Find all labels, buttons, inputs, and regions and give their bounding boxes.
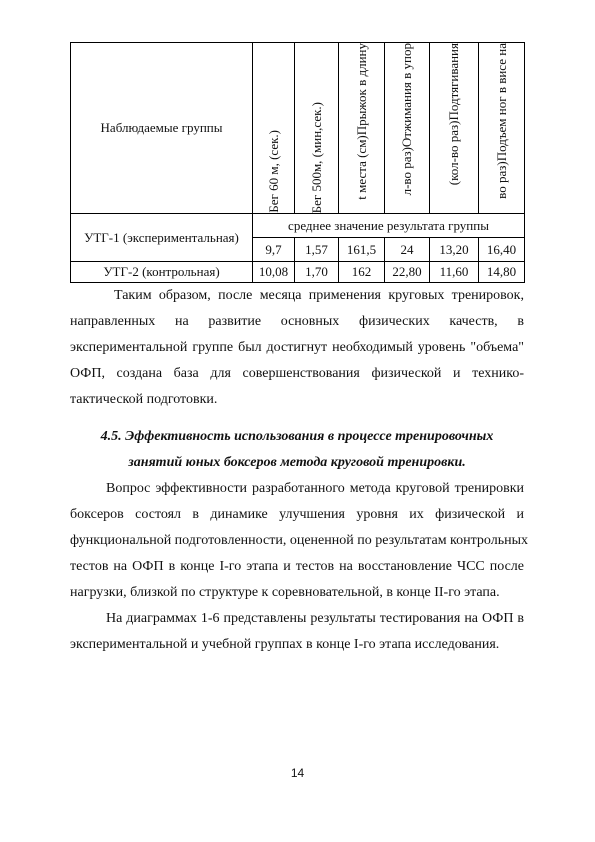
column-label: (кол-во раз)Подтягивания: [446, 43, 461, 186]
text-line: экспериментальной группе был достигнут необходимый уровень "объема": [70, 340, 524, 355]
group-name: УТГ-1 (экспериментальная): [84, 229, 239, 245]
table-cell: 16,40: [479, 238, 525, 262]
paragraph-diagrams: [70, 606, 524, 658]
group-name: УТГ-2 (контрольная): [71, 262, 253, 283]
table-cell: 14,80: [479, 262, 525, 283]
table-cell: 22,80: [385, 262, 430, 283]
group-header-cell: [71, 43, 253, 214]
text-line: На диаграммах 1-6 представлены результаты тестирования на ОФП в: [106, 611, 524, 626]
column-label: л-во раз)Отжимания в упор: [399, 43, 414, 196]
text-line: Вопрос эффективности разработанного метода круговой тренировки: [106, 481, 524, 496]
paragraph-conclusion: [70, 283, 524, 413]
text-line: тактической подготовки.: [70, 392, 218, 407]
column-header-pullups: [430, 43, 479, 214]
text-line: Таким образом, после месяца применения круговых тренировок,: [114, 288, 524, 303]
text-line: функциональной подготовленности, оцененной по результатам контрольных: [70, 533, 529, 548]
page-number: 14: [290, 766, 305, 780]
table-cell: 162: [339, 262, 385, 283]
subheader-cell: [253, 214, 525, 238]
section-heading: [70, 424, 524, 476]
group-header: Наблюдаемые группы: [100, 120, 223, 135]
table-cell: 24: [385, 238, 430, 262]
heading-line: занятий юных боксеров метода круговой тренировки.: [128, 455, 466, 470]
heading-line: 4.5. Эффективность использования в процессе тренировочных: [100, 429, 494, 444]
table-row: [71, 262, 525, 283]
table-cell: 1,70: [295, 262, 339, 283]
subheader: среднее значение результата группы: [288, 217, 489, 233]
column-header-run500: [295, 43, 339, 214]
text-line: направленных на развитие основных физических качеств, в: [70, 314, 524, 329]
paragraph-method: [70, 476, 529, 606]
column-header-run60: [253, 43, 295, 214]
table-cell: 10,08: [253, 262, 295, 283]
column-header-pushups: [385, 43, 430, 214]
group-cell: [71, 214, 253, 262]
column-label: t места (см)Прыжок в длину: [353, 43, 369, 200]
text-line: экспериментальной и учебной группах в конце I-го этапа исследования.: [70, 637, 500, 652]
table-cell: 1,57: [295, 238, 339, 262]
text-line: боксеров состоял в динамике улучшения уровня их физической и: [70, 507, 524, 522]
results-table: [70, 42, 525, 283]
column-header-long-jump: [339, 43, 385, 214]
table-cell: 11,60: [430, 262, 479, 283]
table-cell: 9,7: [253, 238, 295, 262]
column-label: Бег 500м, (мин,сек.): [308, 101, 324, 213]
column-label: во раз)Подъем ног в висе на: [493, 43, 509, 199]
table-cell: 13,20: [430, 238, 479, 262]
text-line: ОФП, создана база для совершенствования физической и технико-: [70, 366, 524, 381]
column-label: Бег 60 м, (сек.): [265, 130, 281, 213]
column-header-leg-raise: [479, 43, 525, 214]
text-line: нагрузки, близкой по структуре к соревновательной, в конце II-го этапа.: [70, 585, 500, 600]
text-line: тестов на ОФП в конце I-го этапа и тестов на восстановление ЧСС после: [70, 559, 524, 574]
table-cell: 161,5: [339, 238, 385, 262]
